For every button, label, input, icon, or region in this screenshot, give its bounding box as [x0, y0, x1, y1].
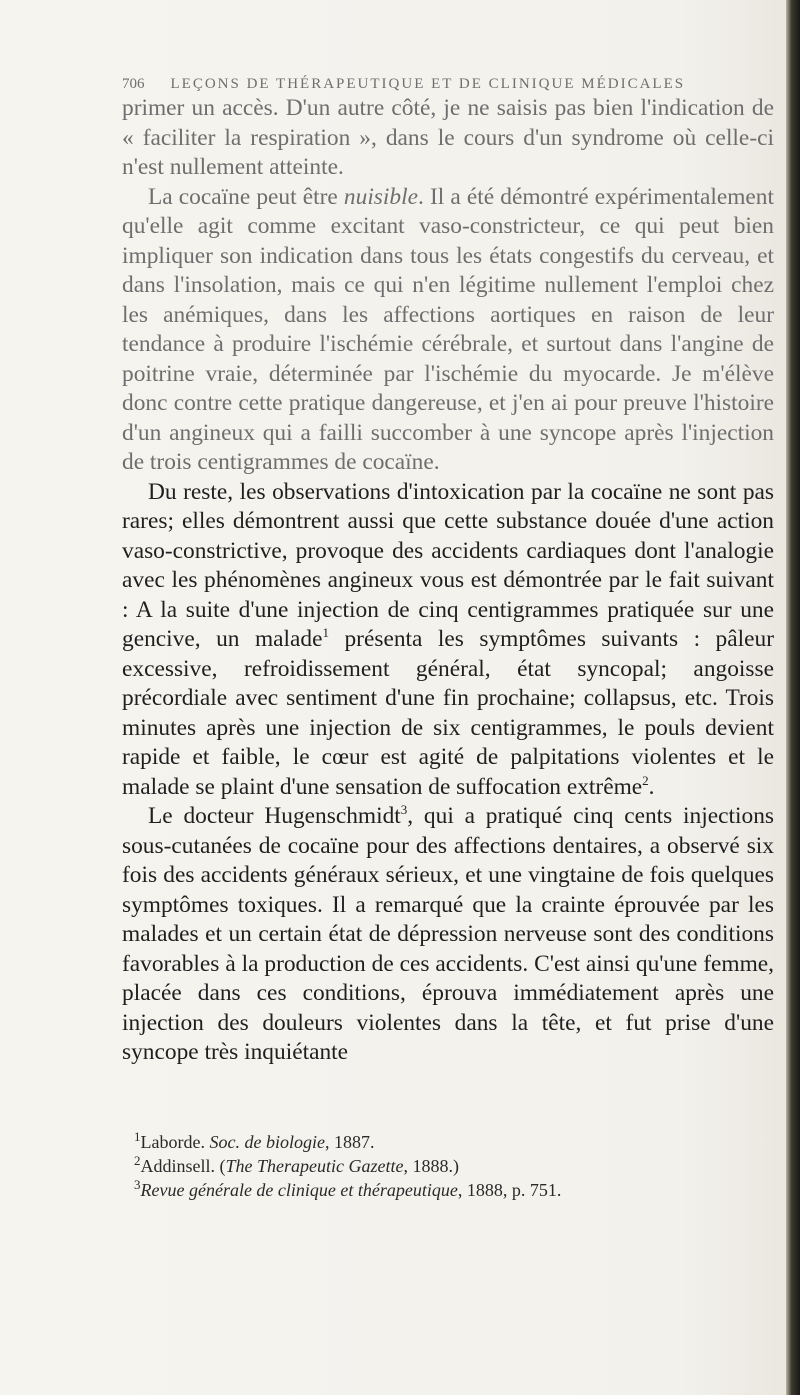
footnote-text: , 1888, p. 751.	[457, 1180, 562, 1200]
body-text	[122, 94, 774, 1068]
running-title: LEÇONS DE THÉRAPEUTIQUE ET DE CLINIQUE MÉDICALES	[170, 76, 686, 92]
footnote-mark: 3	[134, 1177, 141, 1192]
footnote-text: Addinsell. (	[140, 1156, 226, 1176]
paragraph	[122, 802, 774, 1068]
paragraph-text: La cocaïne peut être	[148, 183, 344, 210]
page-number: 706	[122, 76, 145, 92]
footnote-text: , 1888.)	[403, 1156, 459, 1176]
footnotes	[134, 1130, 774, 1202]
emphasis-text: nuisible	[343, 183, 418, 210]
paragraph-text: présenta les symptômes suivants : pâleur excessive, refroidissement général, état syncopal; angoisse précordiale avec sentiment d'une fin prochaine; collapsus, etc. Trois minutes après une injection de six centigrammes, le pouls devient rapide et faible, le cœur est agité de palpitations violentes et le malade se plaint d'une sensation de suffocation extrême	[122, 626, 774, 800]
paragraph-text: .	[648, 773, 655, 800]
page-binding-edge	[786, 0, 800, 1395]
paragraph: primer un accès. D'un autre côté, je ne saisis pas bien l'indication de « faciliter la respiration », dans le cours d'un syndrome où celle-ci n'est nullement atteinte.	[122, 95, 774, 180]
footnote-mark: 1	[134, 1129, 141, 1144]
paragraph	[122, 183, 774, 478]
paragraph-text: . Il a été démontré expérimentalement qu'elle agit comme excitant vaso-constricteur, ce qui peut bien impliquer son indication dans tous les états congestifs du cerveau, et dans l'insolation, mais ce qui n'en légitime nullement l'emploi chez les anémiques, dans les affections aortiques en raison de leur tendance à produire l'ischémie cérébrale, et surtout dans l'angine de poitrine vraie, déterminée par l'ischémie du myocarde. Je m'élève donc contre cette pratique dangereuse, et j'en ai pour preuve l'histoire d'un angineux qui a failli succomber à une syncope après l'injection de trois centigrammes de cocaïne.	[122, 183, 774, 475]
footnote	[134, 1178, 774, 1202]
paragraph	[122, 478, 774, 803]
footnote-text: , 1887.	[324, 1132, 375, 1152]
footnote-ref: 2	[642, 772, 649, 788]
running-header	[122, 76, 762, 93]
footnote-title: The Therapeutic Gazette	[225, 1156, 404, 1176]
paragraph-text: , qui a pratiqué cinq cents injections sous-cutanées de cocaïne pour des affections dentaires, a observé six fois des accidents généraux sérieux, et une vingtaine de fois quelques symptômes toxiques. Il a remarqué que la crainte éprouvée par les malades et un certain état de dépression nerveuse sont des conditions favorables à la production de ces accidents. C'est ainsi qu'une femme, placée dans ces conditions, éprouva immédiatement après une injection des douleurs violentes dans la tête, et fut prise d'une syncope très inquiétante	[122, 803, 774, 1065]
footnote	[134, 1154, 774, 1178]
paragraph-text: Du reste, les observations d'intoxication par la cocaïne ne sont pas rares; elles démontrent aussi que cette substance douée d'une action vaso-constrictive, provoque des accidents cardiaques dont l'analogie avec les phénomènes angineux vous est démontrée par le fait suivant : A la suite d'une injection de cinq centigrammes pratiquée sur une gencive, un malade	[122, 478, 774, 652]
footnote-mark: 2	[134, 1153, 141, 1168]
paragraph-text: Le docteur Hugenschmidt	[148, 803, 401, 829]
footnote-title: Revue générale de clinique et thérapeutique	[140, 1180, 458, 1200]
footnote	[134, 1130, 774, 1154]
footnote-text: Laborde.	[140, 1132, 210, 1152]
footnote-ref: 1	[322, 625, 329, 641]
footnote-ref: 3	[400, 802, 408, 818]
footnote-title: Soc. de biologie	[209, 1132, 325, 1152]
